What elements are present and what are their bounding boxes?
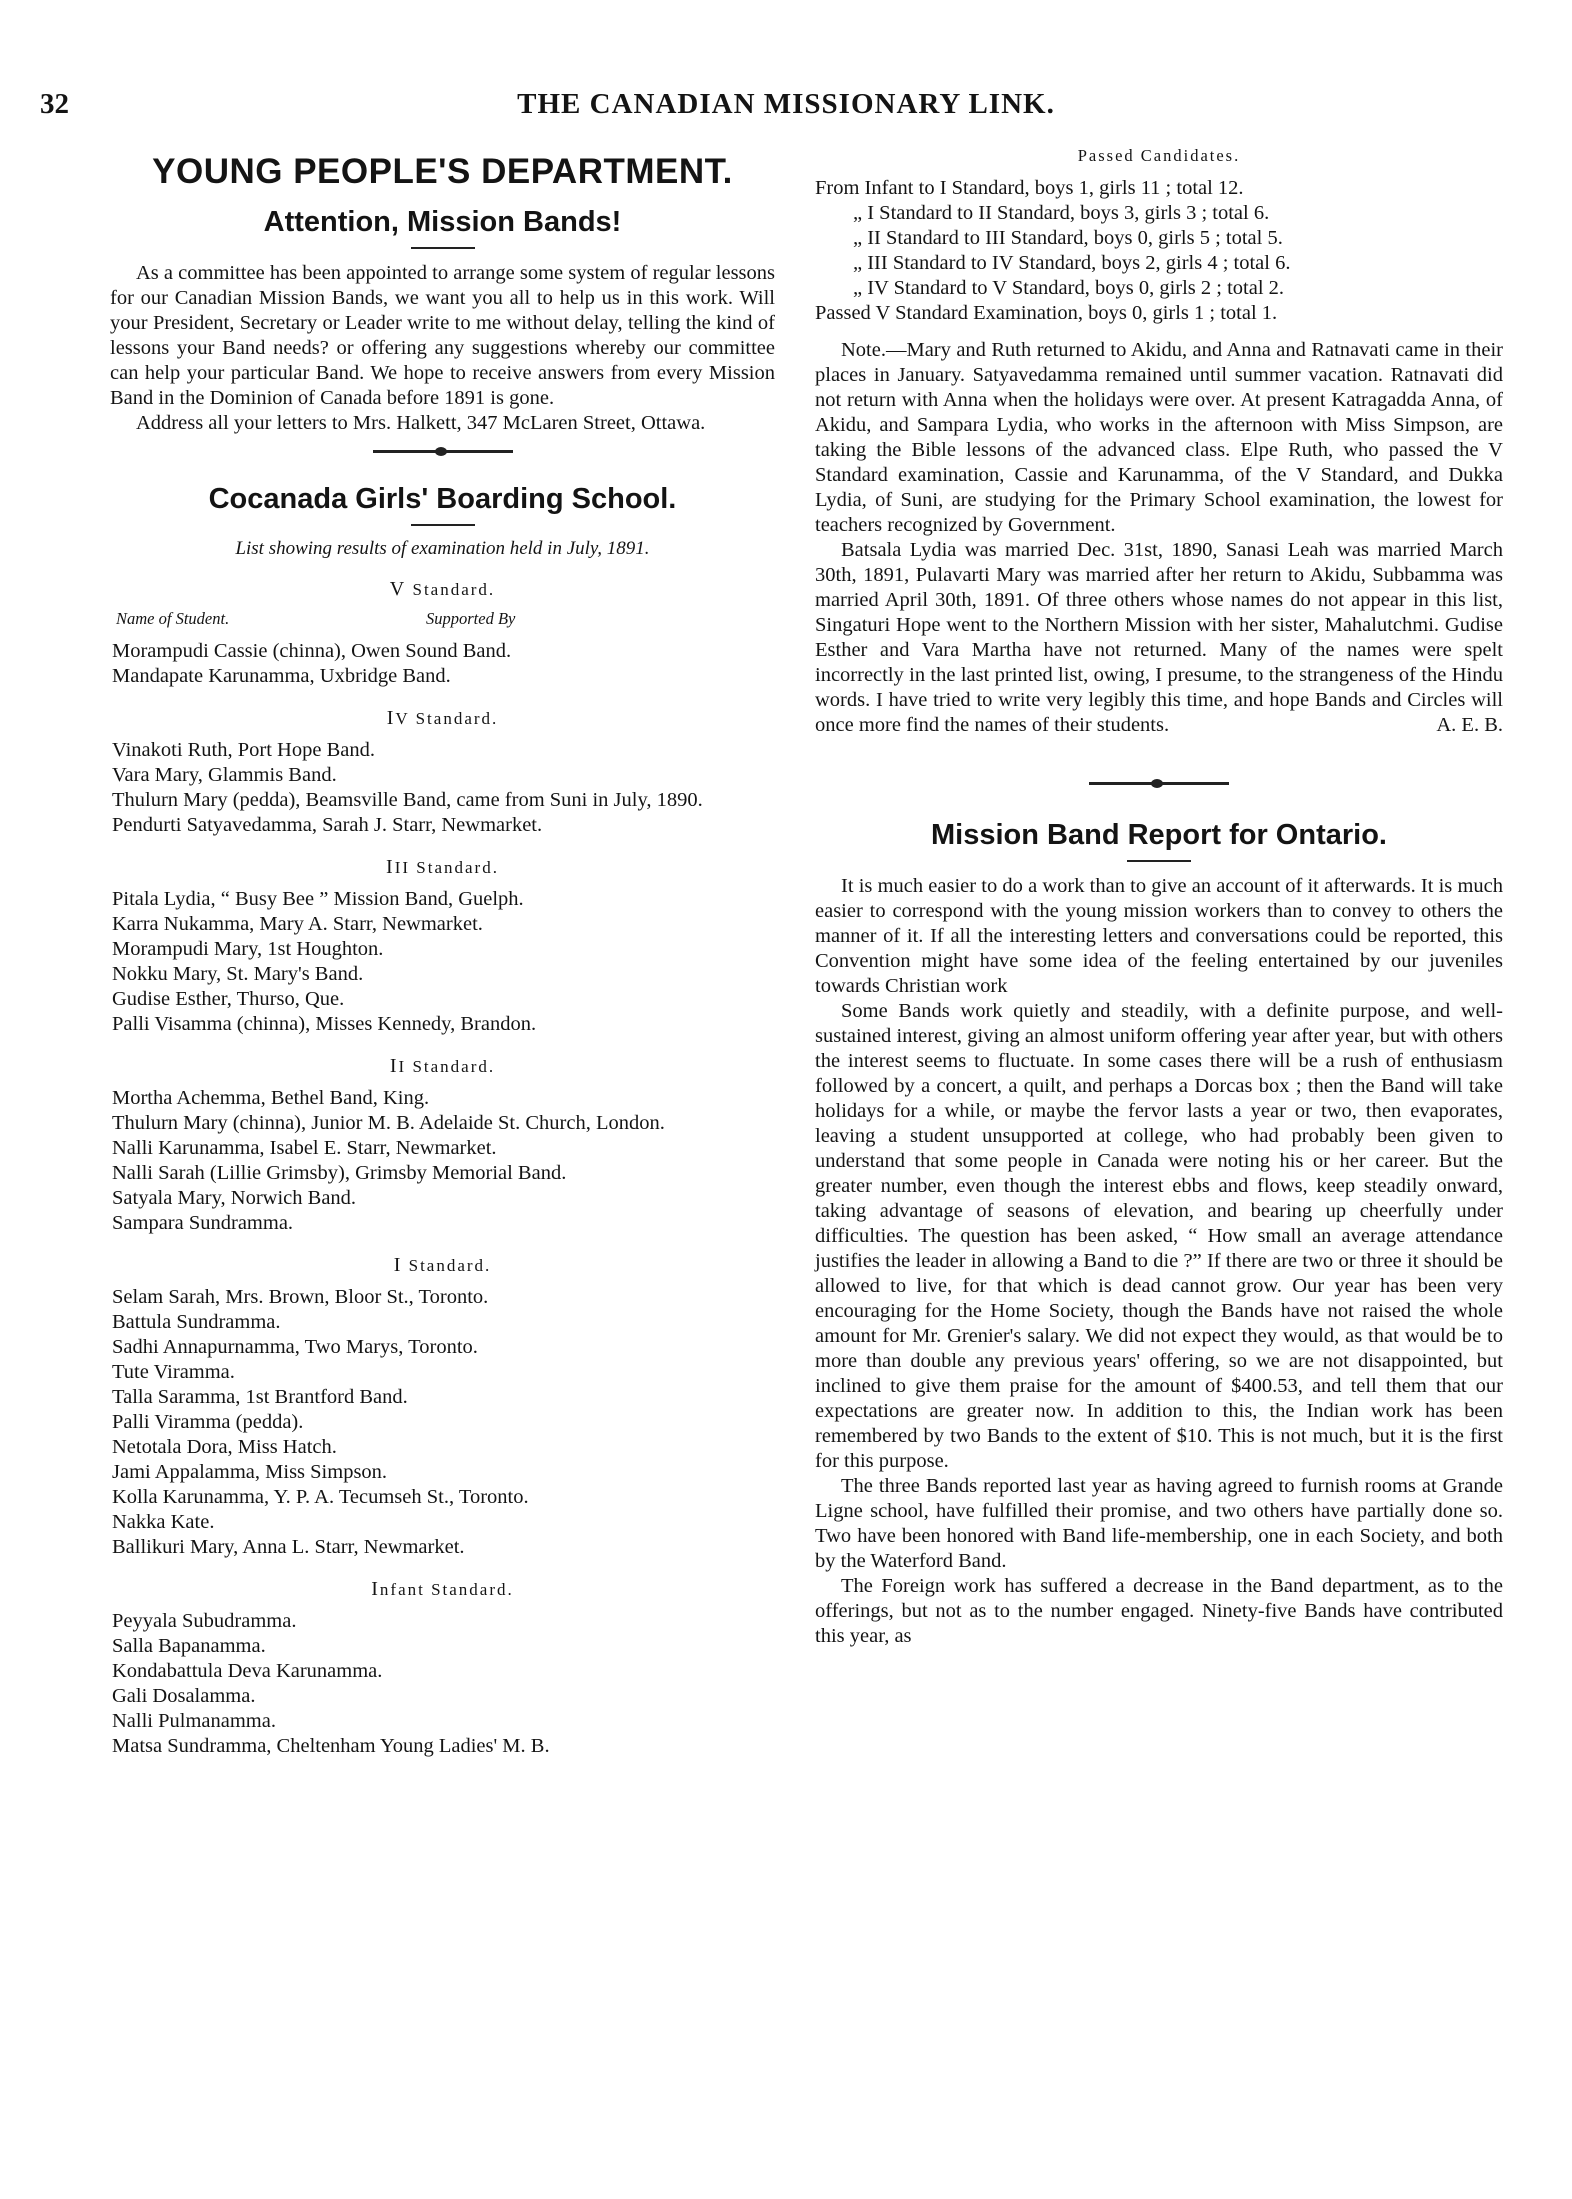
student-entry: Vinakoti Ruth, Port Hope Band. xyxy=(112,739,375,761)
column-headers xyxy=(110,609,775,629)
passed-candidates-heading: Passed Candidates. xyxy=(1077,146,1241,165)
student-entry: Thulurn Mary (pedda), Beamsville Band, came from Suni in July, 1890. xyxy=(112,789,703,811)
student-entry: Vara Mary, Glammis Band. xyxy=(112,764,337,786)
candidate-line: From Infant to I Standard, boys 1, girls 11 ; total 12. xyxy=(815,177,1244,199)
student-entry: Tute Viramma. xyxy=(112,1361,235,1383)
page-number: 32 xyxy=(40,88,69,120)
student-entry: Nokku Mary, St. Mary's Band. xyxy=(112,963,364,985)
student-entry: Battula Sundramma. xyxy=(112,1311,281,1333)
student-list xyxy=(110,887,775,1037)
student-entry: Satyala Mary, Norwich Band. xyxy=(112,1187,357,1209)
student-list xyxy=(110,639,775,689)
student-entry: Selam Sarah, Mrs. Brown, Bloor St., Toronto. xyxy=(112,1286,489,1308)
marriages-text: Batsala Lydia was married Dec. 31st, 1890, Sanasi Leah was married March 30th, 1891, Pulavarti Mary was married after her return to Akidu, Subbamma was married April 30th, 1891. Of three others whose names do not appear in this list, Singaturi Hope went to the Northern Mission with her sister, Mahalutchmi. Gudise Esther and Vara Martha have not returned. Many of the names were spelt incorrectly in the last printed list, owing, I presume, to the strangeness of the Hindu words. I have tried to write very legibly this time, and hope Bands and Circles will once more find the names of their students. xyxy=(815,539,1503,736)
student-entry: Nakka Kate. xyxy=(112,1511,215,1533)
student-entry: Gudise Esther, Thurso, Que. xyxy=(112,988,345,1010)
candidate-line: „ III Standard to IV Standard, boys 2, girls 4 ; total 6. xyxy=(853,252,1291,274)
standard-heading: I Standard. xyxy=(393,1254,492,1276)
student-entry: Sampara Sundramma. xyxy=(112,1212,294,1234)
student-entry: Matsa Sundramma, Cheltenham Young Ladies' M. B. xyxy=(112,1735,550,1757)
ornamental-divider xyxy=(1089,782,1229,785)
student-entry: Kolla Karunamma, Y. P. A. Tecumseh St., Toronto. xyxy=(112,1486,529,1508)
attention-title: Attention, Mission Bands! xyxy=(263,206,622,238)
candidate-line: „ II Standard to III Standard, boys 0, girls 5 ; total 5. xyxy=(853,227,1283,249)
school-title: Cocanada Girls' Boarding School. xyxy=(208,483,677,515)
standard-heading: V Standard. xyxy=(389,578,496,600)
right-column xyxy=(815,142,1503,1649)
department-title: YOUNG PEOPLE'S DEPARTMENT. xyxy=(152,152,733,191)
report-paragraph: Some Bands work quietly and steadily, with a definite purpose, and well-sustained interest, giving an almost uniform offering year after year, but with others the interest seems to fluctuate. In some cases there will be a rush of enthusiasm followed by a concert, a quilt, and perhaps a Dorcas box ; then the Band will take holidays for a while, or maybe the fervor lasts a year or two, then evaporates, leaving a student unsupported at college, who had probably been given to understand that some people in Canada were noting his or her career. But the greater number, even though the interest ebbs and flows, keep steadily onward, taking advantage of seasons of elevation, and bearing up cheerfully under difficulties. The question has been asked, “ How small an average attendance justifies the leader in allowing a Band to die ?” If there are two or three it should be allowed to live, for that which is dead cannot grow. Our year has been very encouraging for the Home Society, though the Bands have not raised the whole amount for Mr. Grenier's salary. We did not expect they would, as that would be to more than double any previous years' offering, so we are not disappointed, but inclined to give them praise for the amount of $400.53, and tell them that our expectations are greater now. In addition to this, the Indian work has been remembered by two Bands to the extent of $10. This is not much, but it is the first for this purpose. xyxy=(815,1000,1503,1472)
student-entry: Palli Visamma (chinna), Misses Kennedy, Brandon. xyxy=(112,1013,537,1035)
student-entry: Gali Dosalamma. xyxy=(112,1685,256,1707)
running-title: THE CANADIAN MISSIONARY LINK. xyxy=(517,88,1055,120)
student-entry: Netotala Dora, Miss Hatch. xyxy=(112,1436,337,1458)
standard-heading: Infant Standard. xyxy=(371,1578,514,1600)
candidate-line: „ I Standard to II Standard, boys 3, girls 3 ; total 6. xyxy=(853,202,1270,224)
note-paragraph xyxy=(815,538,1503,738)
note-paragraph: Note.—Mary and Ruth returned to Akidu, and Anna and Ratnavati came in their places in January. Satyavedamma remained until summer vacation. Ratnavati did not return with Anna when the holidays were over. At present Katragadda Anna, of Akidu, and Sampara Lydia, who works in the afternoon with Miss Simpson, are taking the Bible lessons of the advanced class. Elpe Ruth, who passed the V Standard examination, Cassie and Karunamma, of the V Standard, and Dukka Lydia, of Suni, are studying for the Primary School examination, the lowest for teachers recognized by Government. xyxy=(815,339,1503,536)
section-rule xyxy=(1127,860,1191,862)
student-list xyxy=(110,1086,775,1236)
student-list xyxy=(110,1285,775,1560)
student-entry: Karra Nukamma, Mary A. Starr, Newmarket. xyxy=(112,913,483,935)
student-entry: Ballikuri Mary, Anna L. Starr, Newmarket. xyxy=(112,1536,465,1558)
candidate-line: Passed V Standard Examination, boys 0, girls 1 ; total 1. xyxy=(815,302,1278,324)
student-entry: Morampudi Cassie (chinna), Owen Sound Band. xyxy=(112,640,512,662)
student-list xyxy=(110,1609,775,1759)
attention-address: Address all your letters to Mrs. Halkett, 347 McLaren Street, Ottawa. xyxy=(136,412,706,434)
section-rule xyxy=(411,247,475,249)
report-paragraph: The three Bands reported last year as having agreed to furnish rooms at Grande Ligne school, have fulfilled their promise, and two others have partially done so. Two have been honored with Band life-membership, one in each Society, and both by the Waterford Band. xyxy=(815,1475,1503,1572)
student-entry: Talla Saramma, 1st Brantford Band. xyxy=(112,1386,408,1408)
standard-heading: IV Standard. xyxy=(386,707,499,729)
report-paragraph: It is much easier to do a work than to give an account of it afterwards. It is much easier to correspond with the young mission workers than to convey to others the manner of it. If all the interesting letters and conversations could be reported, this Convention might have some idea of the feeling entertained by our juveniles towards Christian work xyxy=(815,875,1503,997)
student-entry: Pitala Lydia, “ Busy Bee ” Mission Band, Guelph. xyxy=(112,888,524,910)
section-rule xyxy=(411,524,475,526)
passed-candidates-list xyxy=(815,176,1503,326)
student-entry: Nalli Pulmanamma. xyxy=(112,1710,276,1732)
student-entry: Palli Viramma (pedda). xyxy=(112,1411,304,1433)
col-name-header: Name of Student. xyxy=(116,609,230,628)
school-caption: List showing results of examination held in July, 1891. xyxy=(235,538,650,559)
student-list xyxy=(110,738,775,838)
page-header xyxy=(40,88,1532,130)
student-entry: Nalli Sarah (Lillie Grimsby), Grimsby Memorial Band. xyxy=(112,1162,567,1184)
student-entry: Jami Appalamma, Miss Simpson. xyxy=(112,1461,388,1483)
left-column xyxy=(110,142,775,1759)
student-entry: Sadhi Annapurnamma, Two Marys, Toronto. xyxy=(112,1336,478,1358)
attention-paragraph: As a committee has been appointed to arrange some system of regular lessons for our Canadian Mission Bands, we want you all to help us in this work. Will your President, Secretary or Leader write to me without delay, telling the kind of lessons your Band needs? or offering any suggestions whereby our committee can help your particular Band. We hope to receive answers from every Mission Band in the Dominion of Canada before 1891 is gone. xyxy=(110,262,775,409)
student-entry: Salla Bapanamma. xyxy=(112,1635,266,1657)
student-entry: Mandapate Karunamma, Uxbridge Band. xyxy=(112,665,451,687)
report-title: Mission Band Report for Ontario. xyxy=(931,819,1387,851)
ornamental-divider xyxy=(373,450,513,453)
student-entry: Thulurn Mary (chinna), Junior M. B. Adelaide St. Church, London. xyxy=(112,1112,665,1134)
student-entry: Mortha Achemma, Bethel Band, King. xyxy=(112,1087,430,1109)
candidate-line: „ IV Standard to V Standard, boys 0, girls 2 ; total 2. xyxy=(853,277,1285,299)
student-entry: Pendurti Satyavedamma, Sarah J. Starr, Newmarket. xyxy=(112,814,543,836)
standard-heading: II Standard. xyxy=(389,1055,496,1077)
student-entry: Peyyala Subudramma. xyxy=(112,1610,297,1632)
signature: A. E. B. xyxy=(1436,714,1503,736)
student-entry: Kondabattula Deva Karunamma. xyxy=(112,1660,383,1682)
col-support-header: Supported By xyxy=(426,609,516,628)
student-entry: Morampudi Mary, 1st Houghton. xyxy=(112,938,384,960)
student-entry: Nalli Karunamma, Isabel E. Starr, Newmarket. xyxy=(112,1137,497,1159)
report-paragraph: The Foreign work has suffered a decrease in the Band department, as to the offerings, but not as to the number engaged. Ninety-five Bands have contributed this year, as xyxy=(815,1575,1503,1647)
standard-heading: III Standard. xyxy=(386,856,499,878)
